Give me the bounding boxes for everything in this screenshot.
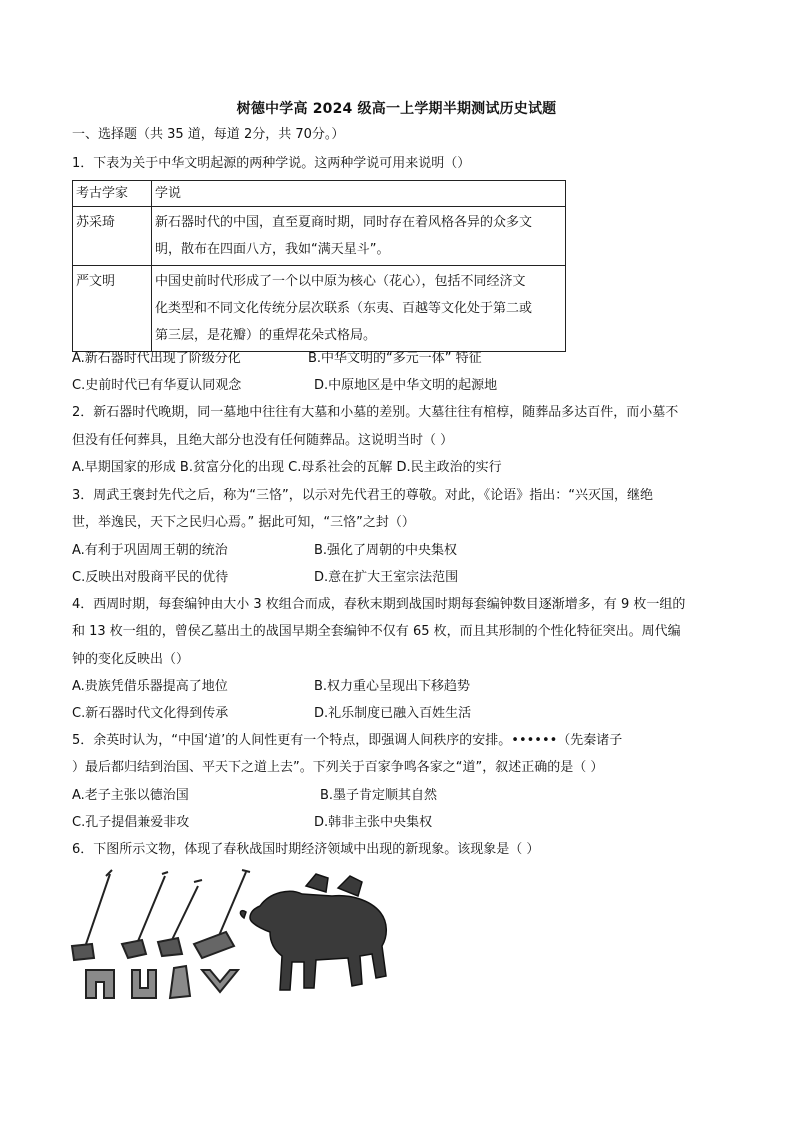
q4-option-c[interactable]: C.新石器时代文化得到传承 — [72, 706, 229, 721]
q2-stem-line: 2．新石器时代晚期，同一墓地中往往有大墓和小墓的差别。大墓往往有棺椁，随葬品多达百件，而小墓不 — [72, 405, 679, 420]
table-cell-name: 苏采琦 — [73, 207, 152, 266]
q6-stem: 6．下图所示文物，体现了春秋战国时期经济领域中出现的新现象。该现象是（ ） — [72, 842, 540, 857]
q5-option-d[interactable]: D.韩非主张中央集权 — [314, 815, 433, 830]
q3-option-c[interactable]: C.反映出对殷商平民的优待 — [72, 570, 229, 585]
q5-option-c[interactable]: C.孔子提倡兼爱非攻 — [72, 815, 190, 830]
table-cell-line: 中国史前时代形成了一个以中原为核心（花心），包括不同经济文 — [155, 274, 526, 289]
q3-option-b[interactable]: B.强化了周朝的中央集权 — [314, 543, 458, 558]
theory-table — [72, 180, 566, 352]
table-row — [73, 266, 566, 352]
q1-stem: 1．下表为关于中华文明起源的两种学说。这两种学说可用来说明（） — [72, 156, 471, 171]
table-header-archaeologist: 考古学家 — [73, 181, 152, 207]
table-cell-line: 化类型和不同文化传统分层次联系（东夷、百越等文化处于第二或 — [155, 301, 533, 316]
artifact-figure — [70, 866, 410, 1011]
table-cell-name: 严文明 — [73, 266, 152, 352]
q3-stem-line: 世，举逸民，天下之民归心焉。” 据此可知，“三恪”之封（） — [72, 515, 415, 530]
q1-option-c[interactable]: C.史前时代已有华夏认同观念 — [72, 378, 242, 393]
table-cell-theory — [152, 266, 566, 352]
q1-option-b[interactable]: B.中华文明的“多元一体” 特征 — [308, 351, 482, 366]
q4-stem-line: 4．西周时期，每套编钟由大小 3 枚组合而成，春秋末期到战国时期每套编钟数目逐渐增多，有 9 枚一组的 — [72, 597, 686, 612]
table-cell-line: 新石器时代的中国，直至夏商时期，同时存在着风格各异的众多文 — [155, 215, 533, 230]
q3-stem-line: 3．周武王褒封先代之后，称为“三恪”，以示对先代君王的尊敬。对此，《论语》指出：“兴灭国，继绝 — [72, 488, 653, 503]
table-cell-line: 第三层，是花瓣）的重焊花朵式格局。 — [155, 328, 377, 343]
bronze-ox-illustration — [240, 874, 386, 990]
q5-stem-line: ）最后都归结到治国、平天下之道上去”。下列关于百家争鸣各家之“道”，叙述正确的是（ ） — [72, 760, 604, 775]
q2-options[interactable]: A.早期国家的形成 B.贫富分化的出现 C.母系社会的瓦解 D.民主政治的实行 — [72, 460, 502, 475]
q4-option-d[interactable]: D.礼乐制度已融入百姓生活 — [314, 706, 472, 721]
q5-option-b[interactable]: B.墨子肯定顺其自然 — [320, 788, 438, 803]
table-cell-theory — [152, 207, 566, 266]
q1-option-a[interactable]: A.新石器时代出现了阶级分化 — [72, 351, 241, 366]
q4-stem-line: 和 13 枚一组的，曾侯乙墓出土的战国早期全套编钟不仅有 65 枚，而且其形制的个性化特征突出。周代编 — [72, 624, 681, 639]
iron-blades-illustration — [86, 966, 238, 998]
table-row — [73, 207, 566, 266]
q4-option-b[interactable]: B.权力重心呈现出下移趋势 — [314, 679, 471, 694]
q2-stem-line: 但没有任何葬具，且绝大部分也没有任何随葬品。这说明当时（ ） — [72, 433, 454, 448]
q5-option-a[interactable]: A.老子主张以德治国 — [72, 788, 189, 803]
q3-option-a[interactable]: A.有利于巩固周王朝的统治 — [72, 543, 228, 558]
iron-tools-illustration — [72, 870, 250, 960]
section-heading: 一、选择题（共 35 道，每道 2分，共 70分。） — [72, 127, 345, 142]
q4-stem-line: 钟的变化反映出（） — [72, 652, 190, 667]
q4-option-a[interactable]: A.贵族凭借乐器提高了地位 — [72, 679, 228, 694]
page-title: 树德中学高 2024 级高一上学期半期测试历史试题 — [236, 101, 557, 117]
q3-option-d[interactable]: D.意在扩大王室宗法范围 — [314, 570, 459, 585]
table-header-row — [73, 181, 566, 207]
q1-option-d[interactable]: D.中原地区是中华文明的起源地 — [314, 378, 498, 393]
q5-stem-line: 5．余英时认为，“中国‘道’的人间性更有一个特点，即强调人间秩序的安排。••••••（先秦诸子 — [72, 733, 623, 748]
table-cell-line: 明，散布在四面八方，我如“满天星斗”。 — [155, 242, 390, 257]
table-header-theory: 学说 — [152, 181, 566, 207]
